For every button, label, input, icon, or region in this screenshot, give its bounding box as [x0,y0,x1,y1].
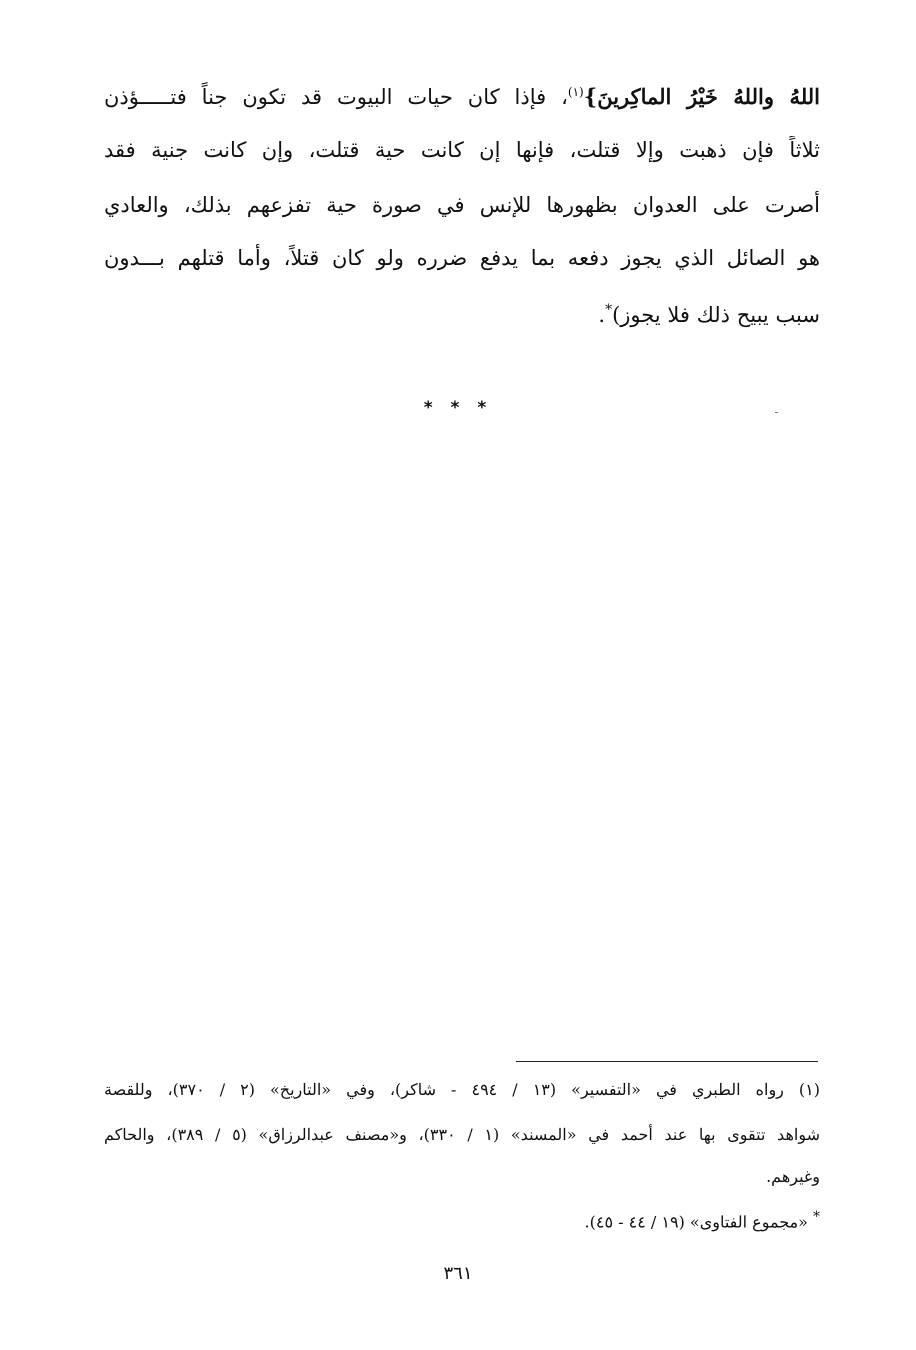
footnote-asterisk-marker: * [813,1209,820,1225]
footnote-1-line-3: وغيرهم. [766,1167,820,1186]
body-line-1 [104,78,820,111]
body-line-3: أصرت على العدوان بظهورها للإنس في صورة حية تفزعهم بذلك، والعادي [104,193,820,217]
footnote-2-text: «مجموع الفتاوى» (١٩ / ٤٤ - ٤٥). [584,1212,808,1232]
footnote-1-line-2: شواهد تتقوى بها عند أحمد في «المسند» (١ / ٣٣٠)، و«مصنف عبدالرزاق» (٥ / ٣٨٩)، والحاكم [104,1125,820,1144]
section-separator: * * * [423,398,493,418]
footnote-2 [585,1206,820,1233]
body-line-5-text: سبب يبيح ذلك فلا يجوز) [612,303,820,327]
footnote-divider [516,1061,818,1062]
body-line-5-end: . [598,303,606,327]
quran-verse-fragment: اللهُ واللهُ خَيْرُ الماكِرينَ} [583,84,820,109]
body-line-5 [104,296,820,329]
footnote-reference-1: (١) [567,85,584,99]
scan-speck [775,412,778,413]
body-line-2: ثلاثاً فإن ذهبت وإلا قتلت، فإنها إن كانت حية قتلت، وإن كانت جنية فقد [104,138,820,162]
body-line-1-text: ، فإذا كان حيات البيوت قد تكون جناً فتـــــؤذن [104,85,568,109]
body-line-4: هو الصائل الذي يجوز دفعه بما يدفع ضرره ولو كان قتلاً، وأما قتلهم بـــدون [104,246,820,270]
source-asterisk-marker: * [605,302,613,318]
page-number: ٣٦١ [443,1263,473,1284]
footnote-1-line-1: (١) رواه الطبري في «التفسير» (١٣ / ٤٩٤ - شاكر)، وفي «التاريخ» (٢ / ٣٧٠)، وللقصة [104,1080,820,1099]
